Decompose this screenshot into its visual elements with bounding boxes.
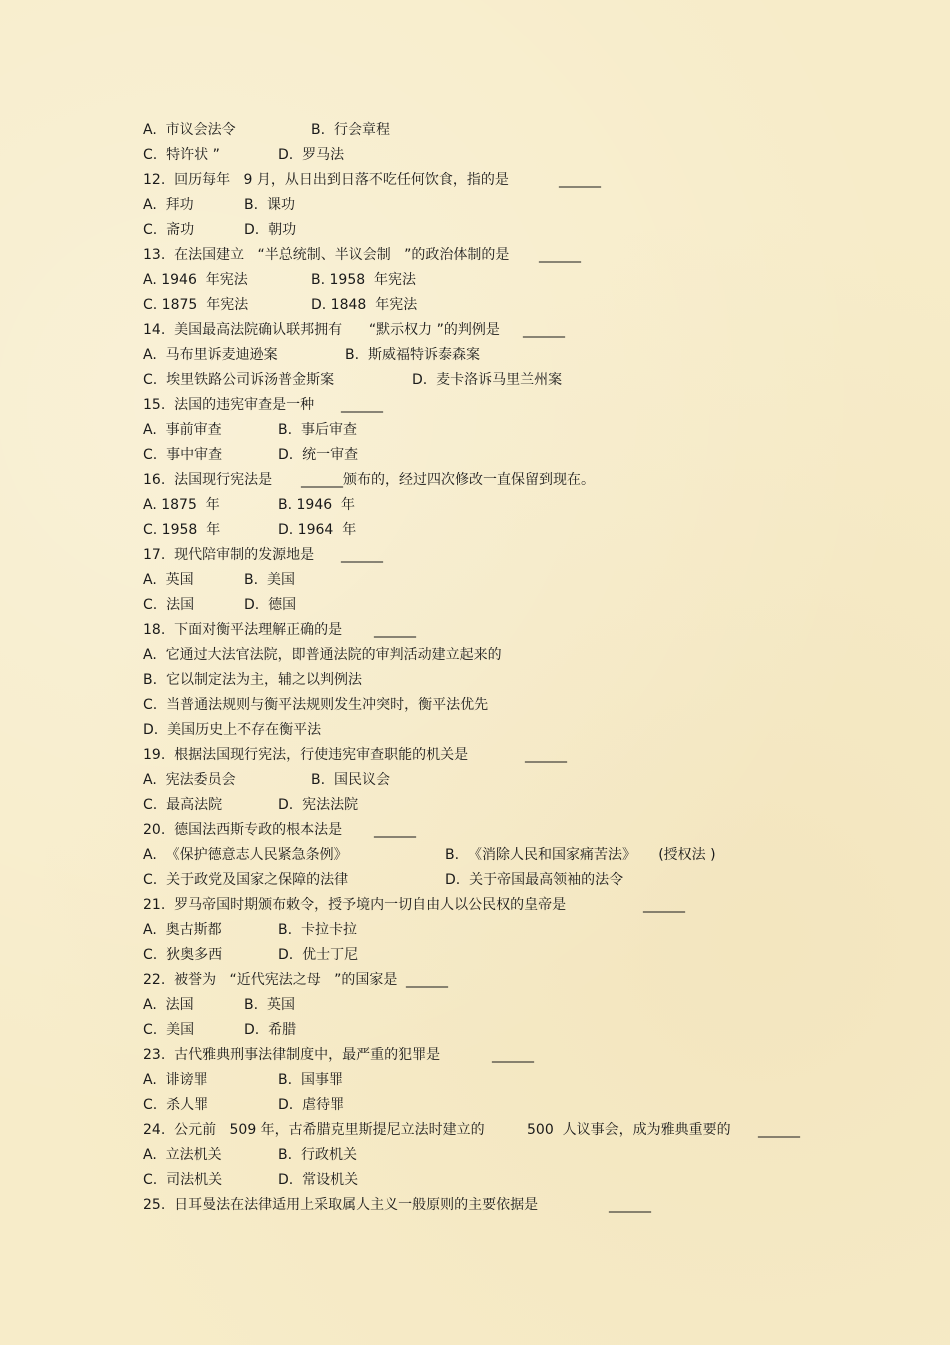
answer-blank: ______ <box>539 247 581 263</box>
option-text: C. 埃里铁路公司诉汤普金斯案 <box>143 372 335 388</box>
option-text: C. 关于政党及国家之保障的法律 <box>143 872 349 888</box>
option-text: D. 1964 年 <box>278 522 357 538</box>
option-text: C. 1875 年宪法 <box>143 297 249 313</box>
option-text: C. 杀人罪 <box>143 1097 209 1113</box>
answer-blank: ______ <box>406 972 448 988</box>
answer-blank: ______ <box>492 1047 534 1063</box>
option-text: A. 事前审查 <box>143 422 222 438</box>
question-text: 22. 被誉为 “近代宪法之母 ”的国家是 <box>143 972 398 988</box>
option-text: B. 斯威福特诉泰森案 <box>345 347 480 363</box>
option-text: A. 市议会法令 <box>143 122 236 138</box>
answer-blank: ______颁布的，经过四次修改一直保留到现在。 <box>301 472 595 488</box>
option-text: A. 法国 <box>143 997 194 1013</box>
option-text: C. 1958 年 <box>143 522 221 538</box>
option-text: D. 罗马法 <box>278 147 345 163</box>
option-text: B. 国民议会 <box>311 772 390 788</box>
answer-blank: ______ <box>758 1122 800 1138</box>
option-text: A. 拜功 <box>143 197 194 213</box>
answer-blank: ______ <box>374 822 416 838</box>
option-text: D. 朝功 <box>244 222 297 238</box>
option-text: A. 它通过大法官法院，即普通法院的审判活动建立起来的 <box>143 647 502 663</box>
option-text: B. 课功 <box>244 197 295 213</box>
question-text: 13. 在法国建立 “半总统制、半议会制 ”的政治体制的是 <box>143 247 510 263</box>
question-text: 12. 回历每年 9 月，从日出到日落不吃任何饮食，指的是 <box>143 172 509 188</box>
answer-blank: ______ <box>643 897 685 913</box>
option-text: D. 宪法法院 <box>278 797 359 813</box>
option-text: C. 事中审查 <box>143 447 223 463</box>
question-text: 15. 法国的违宪审查是一种 <box>143 397 315 413</box>
question-text: 23. 古代雅典刑事法律制度中，最严重的犯罪是 <box>143 1047 441 1063</box>
option-text: B. 它以制定法为主，辅之以判例法 <box>143 672 362 688</box>
option-text: A. 《保护德意志人民紧急条例》 <box>143 847 348 863</box>
option-text: C. 法国 <box>143 597 195 613</box>
option-text: D. 关于帝国最高领袖的法令 <box>445 872 624 888</box>
option-text: B. 卡拉卡拉 <box>278 922 357 938</box>
option-text: D. 1848 年宪法 <box>311 297 418 313</box>
option-text: C. 狄奥多西 <box>143 947 223 963</box>
option-text: B. 事后审查 <box>278 422 357 438</box>
question-text: 25. 日耳曼法在法律适用上采取属人主义一般原则的主要依据是 <box>143 1197 539 1213</box>
option-text: B. 美国 <box>244 572 295 588</box>
option-text: B. 《消除人民和国家痛苦法》 (授权法 ) <box>445 847 716 863</box>
option-text: C. 美国 <box>143 1022 195 1038</box>
answer-blank: ______ <box>525 747 567 763</box>
answer-blank: ______ <box>341 547 383 563</box>
option-text: B. 英国 <box>244 997 295 1013</box>
question-text: 19. 根据法国现行宪法，行使违宪审查职能的机关是 <box>143 747 469 763</box>
option-text: B. 行政机关 <box>278 1147 357 1163</box>
option-text: A. 1875 年 <box>143 497 220 513</box>
option-text: A. 1946 年宪法 <box>143 272 248 288</box>
answer-blank: ______ <box>523 322 565 338</box>
option-text: C. 司法机关 <box>143 1172 223 1188</box>
option-text: B. 1946 年 <box>278 497 356 513</box>
option-text: B. 行会章程 <box>311 122 390 138</box>
option-text: D. 德国 <box>244 597 297 613</box>
option-text: C. 特许状 ” <box>143 147 220 163</box>
option-text: C. 最高法院 <box>143 797 223 813</box>
option-text: D. 美国历史上不存在衡平法 <box>143 722 322 738</box>
option-text: B. 国事罪 <box>278 1072 343 1088</box>
option-text: A. 英国 <box>143 572 194 588</box>
question-text: 14. 美国最高法院确认联邦拥有 “默示权力 ”的判例是 <box>143 322 500 338</box>
option-text: B. 1958 年宪法 <box>311 272 417 288</box>
answer-blank: ______ <box>609 1197 651 1213</box>
option-text: A. 宪法委员会 <box>143 772 236 788</box>
question-text: 16. 法国现行宪法是 <box>143 472 273 488</box>
option-text: C. 当普通法规则与衡平法规则发生冲突时，衡平法优先 <box>143 697 489 713</box>
option-text: D. 虐待罪 <box>278 1097 345 1113</box>
option-text: D. 希腊 <box>244 1022 297 1038</box>
option-text: D. 优士丁尼 <box>278 947 359 963</box>
answer-blank: 500 人议事会，成为雅典重要的 <box>527 1122 731 1138</box>
answer-blank: ______ <box>341 397 383 413</box>
option-text: A. 马布里诉麦迪逊案 <box>143 347 278 363</box>
question-text: 18. 下面对衡平法理解正确的是 <box>143 622 343 638</box>
option-text: A. 奥古斯都 <box>143 922 222 938</box>
option-text: D. 统一审查 <box>278 447 359 463</box>
option-text: A. 立法机关 <box>143 1147 222 1163</box>
question-text: 17. 现代陪审制的发源地是 <box>143 547 315 563</box>
option-text: D. 常设机关 <box>278 1172 359 1188</box>
option-text: C. 斋功 <box>143 222 195 238</box>
answer-blank: ______ <box>374 622 416 638</box>
option-text: D. 麦卡洛诉马里兰州案 <box>412 372 563 388</box>
answer-blank: ______ <box>559 172 601 188</box>
question-text: 20. 德国法西斯专政的根本法是 <box>143 822 343 838</box>
option-text: A. 诽谤罪 <box>143 1072 208 1088</box>
question-text: 21. 罗马帝国时期颁布敕令，授予境内一切自由人以公民权的皇帝是 <box>143 897 567 913</box>
question-text: 24. 公元前 509 年，古希腊克里斯提尼立法时建立的 <box>143 1122 485 1138</box>
